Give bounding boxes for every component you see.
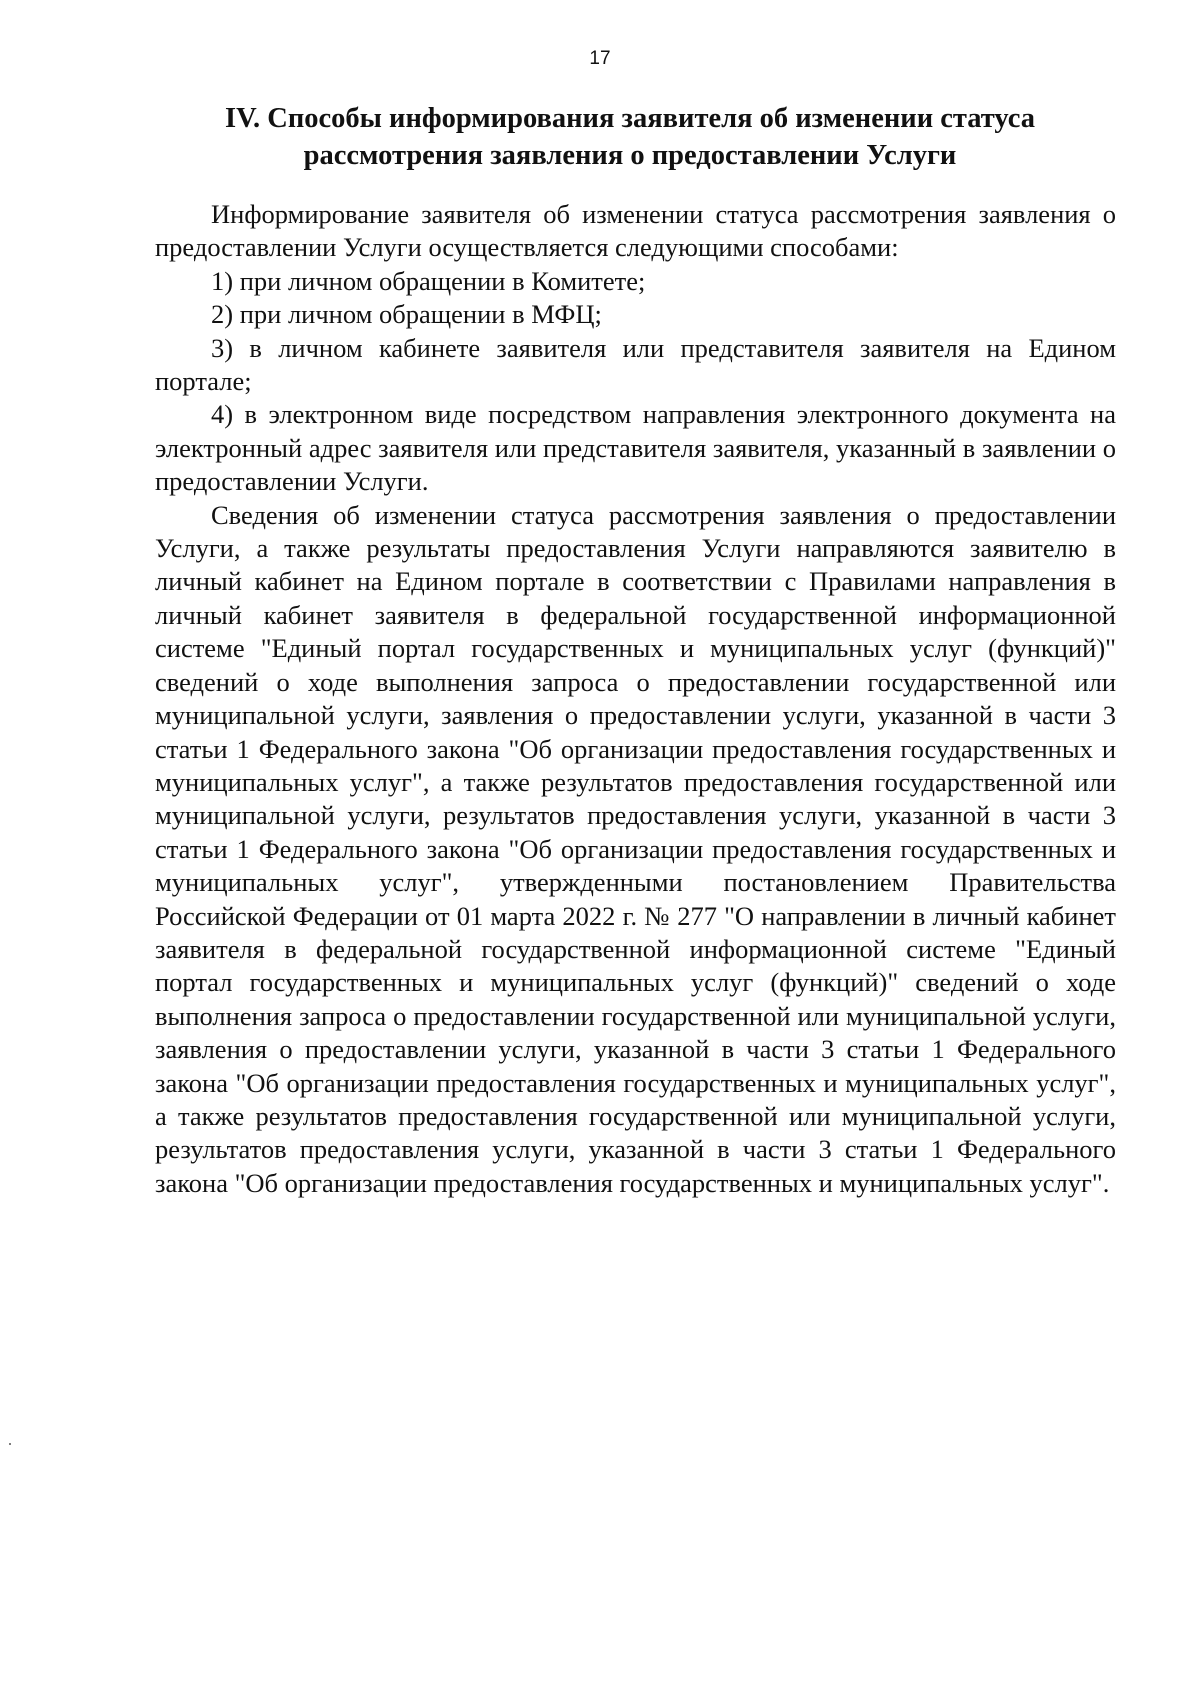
scan-artifact-dot: [9, 1443, 11, 1445]
list-item-2: 2) при личном обращении в МФЦ;: [211, 299, 602, 330]
section-title-line-2: рассмотрения заявления о предоставлении Услуги: [303, 140, 957, 171]
document-body: [155, 198, 1116, 1200]
list-item-1: 1) при личном обращении в Комитете;: [211, 265, 646, 296]
page-number: 17: [589, 48, 611, 69]
details-paragraph: Сведения об изменении статуса рассмотрения заявления о предоставлении Услуги, а также результаты предоставления Услуги направляются заявителю в личный кабинет на Едином портале в соответствии с Правилами направления в личный кабинет заявителя в федеральной государственной информационной системе "Единый портал государственных и муниципальных услуг (функций)" сведений о ходе выполнения запроса о предоставлении государственной или муниципальной услуги, заявления о предоставлении услуги, указанной в части 3 статьи 1 Федерального закона "Об организации предоставления государственных и муниципальных услуг", а также результатов предоставления государственной или муниципальной услуги, результатов предоставления услуги, указанной в части 3 статьи 1 Федерального закона "Об организации предоставления государственных и муниципальных услуг", утвержденными постановлением Правительства Российской Федерации от 01 марта 2022 г. № 277 "О направлении в личный кабинет заявителя в федеральной государственной информационной системе "Единый портал государственных и муниципальных услуг (функций)" сведений о ходе выполнения запроса о предоставлении государственной или муниципальной услуги, заявления о предоставлении услуги, указанной в части 3 статьи 1 Федерального закона "Об организации предоставления государственных и муниципальных услуг", а также результатов предоставления государственной или муниципальной услуги, результатов предоставления услуги, указанной в части 3 статьи 1 Федерального закона "Об организации предоставления государственных и муниципальных услуг".: [155, 499, 1116, 1198]
section-title: [150, 100, 1110, 174]
list-item-4: 4) в электронном виде посредством направления электронного документа на электронный адрес заявителя или представителя заявителя, указанный в заявлении о предоставлении Услуги.: [155, 399, 1116, 497]
intro-paragraph: Информирование заявителя об изменении статуса рассмотрения заявления о предоставлении Услуги осуществляется следующими способами:: [155, 199, 1116, 263]
section-title-line-1: IV. Способы информирования заявителя об изменении статуса: [225, 103, 1035, 134]
list-item-3: 3) в личном кабинете заявителя или представителя заявителя на Едином портале;: [155, 332, 1116, 397]
